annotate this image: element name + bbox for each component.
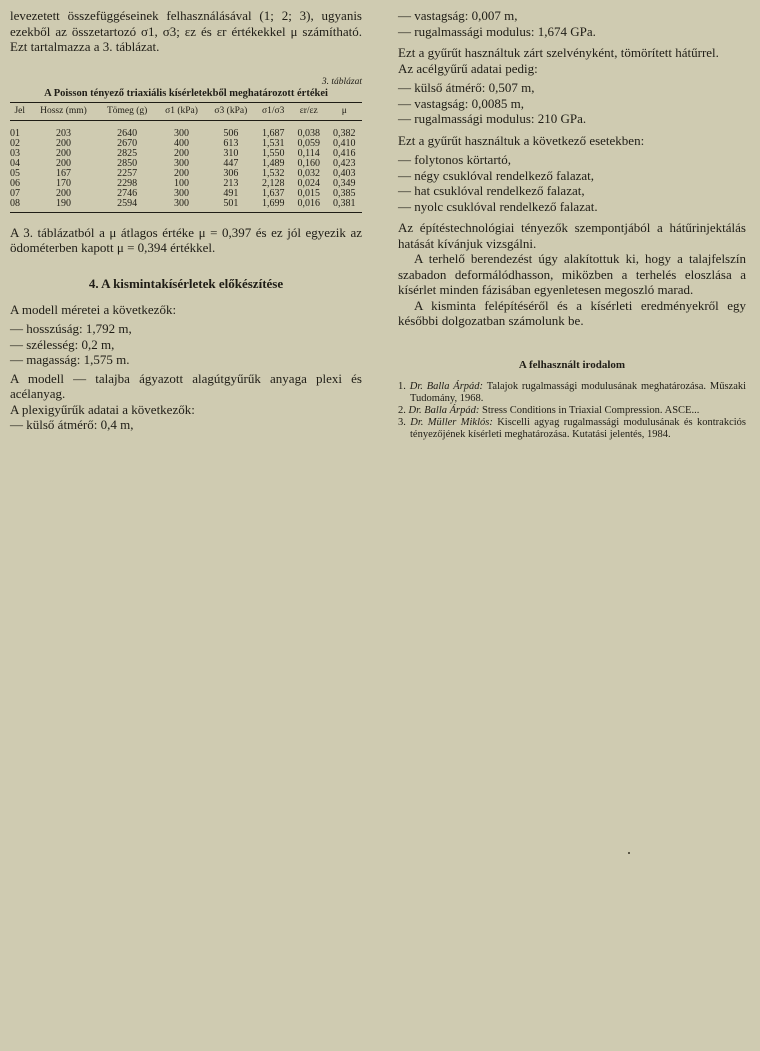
table-cell: 0,015 bbox=[297, 187, 320, 199]
table-cell: 613 bbox=[223, 137, 239, 149]
reference-number: 3. bbox=[398, 416, 406, 428]
paragraph-loading: A terhelő berendezést úgy alakítottuk ki, hogy a talajfelszín szabadon deformálódhasson, miközben a terhelés eloszlása a kísérlet minden fázisában egyenletesen megoszló marad. bbox=[398, 251, 746, 297]
table-row bbox=[10, 189, 362, 199]
table-cell: 400 bbox=[174, 137, 189, 149]
table-cell: 190 bbox=[30, 199, 98, 213]
table-cell: 04 bbox=[10, 157, 20, 169]
intro-paragraph: levezetett összefüggéseinek felhasználásával (1; 2; 3), ugyanis ezekből az összetartozó σ1, σ3; εz és εr értékekkel μ számítható. Ezt tartalmazza a 3. táblázat. bbox=[10, 8, 362, 54]
dimension-item: — szélesség: 0,2 m, bbox=[10, 336, 115, 352]
table-cell: 200 bbox=[55, 157, 71, 169]
references-title: A felhasznált irodalom bbox=[518, 358, 626, 371]
table-cell: 200 bbox=[55, 187, 71, 199]
table-cell: 0,403 bbox=[332, 167, 356, 179]
table-cell: 200 bbox=[174, 167, 189, 179]
table-header-row bbox=[10, 102, 362, 120]
section-title: 4. A kismintakísérletek előkészítése bbox=[88, 275, 284, 291]
table-cell: 2594 bbox=[97, 199, 156, 213]
table-title: A Poisson tényező triaxiális kísérletekből meghatározott értékei bbox=[44, 87, 328, 99]
model-intro: A modell méretei a következők: bbox=[10, 301, 177, 317]
table-cell: 0,016 bbox=[291, 199, 326, 213]
table-cell: 2670 bbox=[117, 137, 138, 149]
table-cell: 0,423 bbox=[332, 157, 356, 169]
table-cell: 491 bbox=[223, 187, 239, 199]
table-cell: 1,532 bbox=[261, 167, 285, 179]
table-cell: 170 bbox=[55, 177, 71, 189]
table-cell: 2746 bbox=[117, 187, 138, 199]
table-cell: 200 bbox=[55, 147, 71, 159]
table-cell: 506 bbox=[223, 127, 239, 139]
table-cell: 2825 bbox=[117, 147, 138, 159]
table-cell: 1,687 bbox=[261, 127, 285, 139]
case-item: — négy csuklóval rendelkező falazat, bbox=[398, 167, 594, 183]
table-cell: 2850 bbox=[117, 157, 138, 169]
table-cell: 2257 bbox=[117, 167, 138, 179]
table-body bbox=[10, 120, 362, 212]
table-cell: 01 bbox=[10, 127, 20, 139]
reference-text: Stress Conditions in Triaxial Compression. ASCE... bbox=[482, 404, 700, 416]
table-cell: 0,381 bbox=[326, 199, 362, 213]
reference-number: 1. bbox=[398, 380, 406, 392]
table-cell: 0,349 bbox=[332, 177, 356, 189]
dimension-item: — hosszúság: 1,792 m, bbox=[10, 321, 132, 336]
table-cell: 300 bbox=[174, 127, 189, 139]
table-cell: 1,637 bbox=[261, 187, 285, 199]
reference-item bbox=[398, 381, 746, 405]
reference-item bbox=[398, 417, 746, 441]
col-header-ratio: σ1/σ3 bbox=[256, 102, 291, 120]
table-cell: 300 bbox=[157, 199, 206, 213]
table-cell: 300 bbox=[174, 157, 189, 169]
steel-item: — vastagság: 0,0085 m, bbox=[398, 95, 525, 111]
steel-list bbox=[398, 80, 746, 127]
table-cell: 0,059 bbox=[297, 137, 320, 149]
col-header-mu: μ bbox=[326, 102, 362, 120]
case-item: — hat csuklóval rendelkező falazat, bbox=[398, 183, 585, 198]
reference-text: Kiscelli agyag rugalmassági modulusának és kontrakciós tényezőjének kísérleti meghatározása. Kutatási jelentés, 1984. bbox=[410, 416, 747, 440]
table-cell: 0,032 bbox=[297, 167, 320, 179]
table-cell: 03 bbox=[10, 147, 20, 159]
table-cell: 167 bbox=[55, 167, 71, 179]
table-row bbox=[10, 120, 362, 139]
table-cell: 501 bbox=[206, 199, 255, 213]
reference-author: Dr. Balla Árpád: bbox=[408, 404, 480, 416]
cases-list bbox=[398, 152, 746, 214]
table-row bbox=[10, 169, 362, 179]
col-header-tomeg: Tömeg (g) bbox=[97, 102, 156, 120]
table-cell: 1,550 bbox=[261, 147, 285, 159]
reference-author: Dr. Müller Miklós: bbox=[410, 416, 493, 428]
table-cell: 447 bbox=[223, 157, 239, 169]
col-header-strain: εr/εz bbox=[291, 102, 326, 120]
reference-number: 2. bbox=[398, 404, 406, 416]
table-cell: 07 bbox=[10, 187, 20, 199]
table-cell: 06 bbox=[10, 177, 20, 189]
table-cell: 1,699 bbox=[256, 199, 291, 213]
table-cell: 203 bbox=[55, 127, 71, 139]
table-cell: 2640 bbox=[117, 127, 138, 139]
plexi-intro: A plexigyűrűk adatai a következők: bbox=[10, 401, 195, 417]
steel-intro: Az acélgyűrű adatai pedig: bbox=[398, 60, 538, 76]
table-cell: 0,382 bbox=[332, 127, 356, 139]
steel-item: — rugalmassági modulus: 210 GPa. bbox=[398, 111, 587, 126]
reference-author: Dr. Balla Árpád: bbox=[409, 380, 484, 392]
table-row bbox=[10, 149, 362, 159]
table-cell: 1,489 bbox=[261, 157, 285, 169]
table-row bbox=[10, 159, 362, 169]
steel-item: — külső átmérő: 0,507 m, bbox=[398, 80, 535, 95]
table-row bbox=[10, 179, 362, 189]
table-cell: 200 bbox=[174, 147, 189, 159]
references-list bbox=[398, 381, 746, 441]
scan-speck bbox=[628, 852, 630, 854]
col-header-hossz: Hossz (mm) bbox=[30, 102, 98, 120]
table-label: 3. táblázat bbox=[321, 76, 362, 87]
table-cell: 310 bbox=[223, 147, 239, 159]
plexi-item: — külső átmérő: 0,4 m, bbox=[10, 417, 134, 432]
table-cell: 0,416 bbox=[332, 147, 356, 159]
plexi-item: — rugalmassági modulus: 1,674 GPa. bbox=[398, 23, 596, 39]
poisson-table bbox=[10, 102, 362, 213]
cases-intro: Ezt a gyűrűt használtuk a következő esetekben: bbox=[398, 132, 645, 148]
table-cell: 300 bbox=[174, 187, 189, 199]
table-cell: 2298 bbox=[117, 177, 138, 189]
table-cell: 02 bbox=[10, 137, 20, 149]
paragraph-technology: Az építéstechnológiai tényezők szempontjából a hátűrinjektálás hatását kívánjuk vizsgálni. bbox=[398, 220, 746, 251]
reference-item bbox=[398, 405, 746, 417]
plexi-item: — vastagság: 0,007 m, bbox=[398, 8, 518, 23]
left-column bbox=[10, 8, 362, 433]
table-cell: 08 bbox=[10, 199, 30, 213]
table-cell: 306 bbox=[223, 167, 239, 179]
table-cell: 2,128 bbox=[261, 177, 285, 189]
table-cell: 0,410 bbox=[332, 137, 356, 149]
table-cell: 05 bbox=[10, 167, 20, 179]
table-cell: 0,114 bbox=[297, 147, 320, 159]
table-cell: 1,531 bbox=[261, 137, 285, 149]
case-item: — nyolc csuklóval rendelkező falazat. bbox=[398, 198, 598, 214]
table-row bbox=[10, 139, 362, 149]
dimension-list bbox=[10, 321, 362, 368]
material-paragraph: A modell — talajba ágyazott alagútgyűrűk anyaga plexi és acélanyag. bbox=[10, 370, 362, 401]
table-cell: 0,160 bbox=[297, 157, 320, 169]
table-cell: 213 bbox=[223, 177, 239, 189]
col-header-sigma1: σ1 (kPa) bbox=[157, 102, 206, 120]
ring-paragraph: Ezt a gyűrűt használtuk zárt szelvényként, tömörített hátűrrel. bbox=[398, 45, 719, 60]
table-cell: 0,038 bbox=[297, 127, 320, 139]
right-column bbox=[398, 8, 746, 441]
table-cell: 100 bbox=[174, 177, 189, 189]
col-header-sigma3: σ3 (kPa) bbox=[206, 102, 255, 120]
case-item: — folytonos körtartó, bbox=[398, 152, 512, 167]
paragraph-model: A kisminta felépítéséről és a kísérleti eredményekről egy későbbi dolgozatban számolunk be. bbox=[398, 297, 746, 328]
reference-text: Talajok rugalmassági modulusának meghatározása. Műszaki Tudomány, 1968. bbox=[410, 380, 747, 404]
table-cell: 0,024 bbox=[297, 177, 320, 189]
table-cell: 0,385 bbox=[332, 187, 356, 199]
after-table-paragraph: A 3. táblázatból a μ átlagos értéke μ = 0,397 és ez jól egyezik az ödométerben kapott μ = 0,394 értékkel. bbox=[10, 224, 362, 255]
dimension-item: — magasság: 1,575 m. bbox=[10, 352, 130, 367]
table-cell: 200 bbox=[55, 137, 71, 149]
table-row bbox=[10, 199, 362, 213]
col-header-jel: Jel bbox=[10, 102, 30, 120]
